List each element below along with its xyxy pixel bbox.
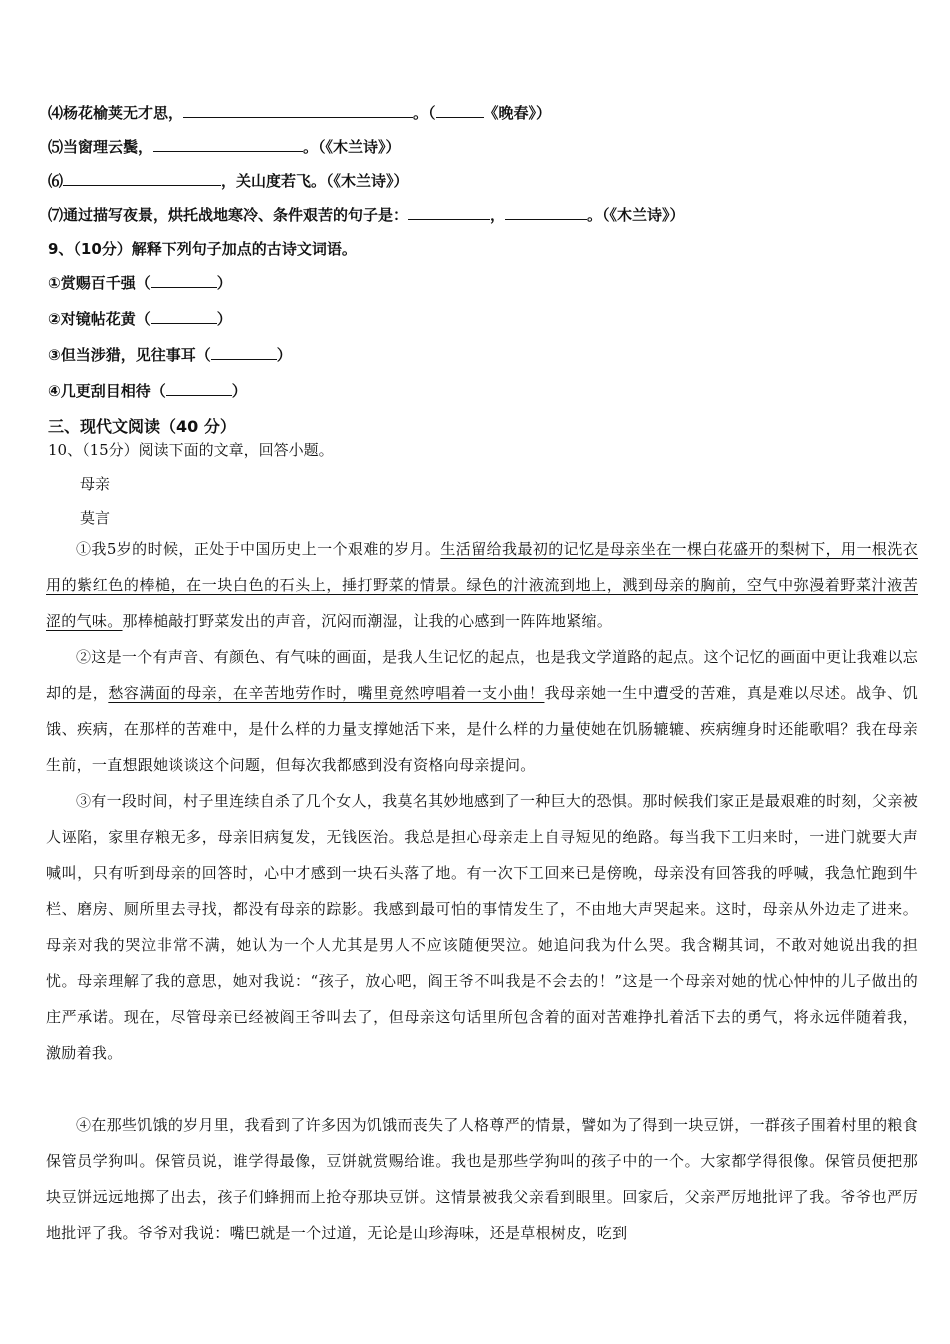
question-5: ⑸当窗理云鬓， 。（《木兰诗》） xyxy=(48,138,401,156)
article-author: 莫言 xyxy=(80,509,111,527)
question-9-item: ②对镜帖花黄（ ） xyxy=(48,310,232,328)
article-paragraph-3: ③有一段时间，村子里连续自杀了几个女人，我莫名其妙地感到了一种巨大的恐惧。那时候我们家正是最艰难的时刻，父亲被人诬陷，家里存粮无多，母亲旧病复发，无钱医治。我总是担心母亲走上自寻短见的绝路。每当我下工归来时，一进门就要大声喊叫，只有听到母亲的回答时，心中才感到一块石头落了地。有一次下工回来已是傍晚，母亲没有回答我的呼喊，我急忙跑到牛栏、磨房、厕所里去寻找，都没有母亲的踪影。我感到最可怕的事情发生了，不由地大声哭起来。这时，母亲从外边走了进来。母亲对我的哭泣非常不满，她认为一个人尤其是男人不应该随便哭泣。她追问我为什么哭。我含糊其词，不敢对她说出我的担忧。母亲理解了我的意思，她对我说：“孩子，放心吧，阎王爷不叫我是不会去的！”这是一个母亲对她的忧心忡忡的儿子做出的庄严承诺。现在，尽管母亲已经被阎王爷叫去了，但母亲这句话里所包含着的面对苦难挣扎着活下去的勇气，将永远伴随着我，激励着我。 xyxy=(46,792,918,1062)
section-title: 三、现代文阅读（40 分） xyxy=(48,417,236,436)
answer-blank[interactable] xyxy=(436,103,484,118)
answer-blank[interactable] xyxy=(183,103,413,118)
answer-blank[interactable] xyxy=(505,205,587,220)
question-9-item: ③但当涉猎，见往事耳（ ） xyxy=(48,346,292,364)
underlined-sentence: 愁容满面的母亲，在辛苦地劳作时，嘴里竟然哼唱着一支小曲！ xyxy=(108,684,545,702)
question-7: ⑺通过描写夜景，烘托战地寒冷、条件艰苦的句子是： ， 。（《木兰诗》） xyxy=(48,206,685,224)
article-title: 母亲 xyxy=(80,475,111,493)
underlined-sentence: 生活留给我最初的记忆是母亲坐在一棵白花盛开的梨树下，用一根洗衣用的紫红色的棒槌，在一块白色的石头上，捶打野菜的情景。绿色的汁液流到地上，溅到母亲的胸前，空气中弥漫着野菜汁液苦涩的气味。 xyxy=(46,540,918,630)
question-4: ⑷杨花榆荚无才思， 。（ 《晚春》） xyxy=(48,104,552,122)
article-paragraph-1: ①我5岁的时候，正处于中国历史上一个艰难的岁月。生活留给我最初的记忆是母亲坐在一棵白花盛开的梨树下，用一根洗衣用的紫红色的棒槌，在一块白色的石头上，捶打野菜的情景。绿色的汁液流到地上，溅到母亲的胸前，空气中弥漫着野菜汁液苦涩的气味。那棒槌敲打野菜发出的声音，沉闷而潮湿，让我的心感到一阵阵地紧缩。 xyxy=(46,540,918,630)
question-9-item: ④几更刮目相待（ ） xyxy=(48,382,247,400)
question-9-title: 9、（10分）解释下列句子加点的古诗文词语。 xyxy=(48,240,357,258)
answer-blank[interactable] xyxy=(63,171,221,186)
answer-blank[interactable] xyxy=(151,309,217,324)
answer-blank[interactable] xyxy=(151,273,217,288)
answer-blank[interactable] xyxy=(408,205,490,220)
article-paragraph-2: ②这是一个有声音、有颜色、有气味的画面，是我人生记忆的起点，也是我文学道路的起点。这个记忆的画面中更让我难以忘却的是，愁容满面的母亲，在辛苦地劳作时，嘴里竟然哼唱着一支小曲！我母亲她一生中遭受的苦难，真是难以尽述。战争、饥饿、疾病，在那样的苦难中，是什么样的力量支撑她活下来，是什么样的力量使她在饥肠辘辘、疾病缠身时还能歌唱？我在母亲生前，一直想跟她谈谈这个问题，但每次我都感到没有资格向母亲提问。 xyxy=(46,648,919,774)
article-paragraph-4: ④在那些饥饿的岁月里，我看到了许多因为饥饿而丧失了人格尊严的情景，譬如为了得到一块豆饼，一群孩子围着村里的粮食保管员学狗叫。保管员说，谁学得最像，豆饼就赏赐给谁。我也是那些学狗叫的孩子中的一个。大家都学得很像。保管员便把那块豆饼远远地掷了出去，孩子们蜂拥而上抢夺那块豆饼。这情景被我父亲看到眼里。回家后，父亲严厉地批评了我。爷爷也严厉地批评了我。爷爷对我说：嘴巴就是一个过道，无论是山珍海味，还是草根树皮，吃到 xyxy=(46,1116,918,1242)
answer-blank[interactable] xyxy=(211,345,277,360)
answer-blank[interactable] xyxy=(166,381,232,396)
answer-blank[interactable] xyxy=(153,137,303,152)
question-6: ⑹ ，关山度若飞。（《木兰诗》） xyxy=(48,172,409,190)
question-9-item: ①赏赐百千强（ ） xyxy=(48,274,232,292)
question-10-title: 10、（15分）阅读下面的文章，回答小题。 xyxy=(48,441,334,459)
